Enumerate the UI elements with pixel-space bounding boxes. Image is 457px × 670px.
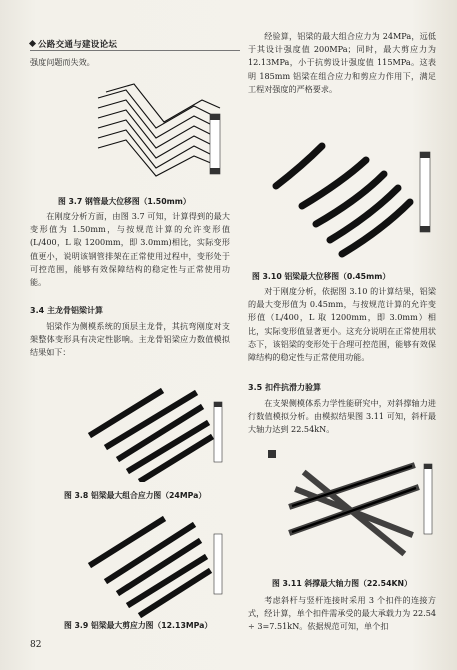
figure-3-8 (86, 372, 226, 482)
figure-3-7 (86, 78, 226, 190)
page-number: 82 (30, 640, 42, 650)
left-intro (30, 56, 230, 69)
r-para2-text: 对于刚度分析，依据图 3.10 的计算结果，铝梁的最大变形值为 0.45mm，与按规范计算的允许变形值（L/400，L 取 1200mm，即 3.0mm）相比，实际变形值显著更小。这充分说明在正常使用状态下，该铝梁的变形处于合理可控范围，能够有效保障结构的稳定性与正常使用功能。 (248, 286, 436, 363)
right-para1 (248, 30, 436, 96)
figure-3-10 (262, 122, 437, 262)
fig37-caption: 图 3.7 钢管最大位移图（1.50mm） (58, 197, 191, 206)
figure-3-9 (86, 506, 226, 618)
section-3-4: 3.4 主龙骨铝梁计算 (30, 306, 103, 315)
r-para1-text: 经验算，铝梁的最大组合应力为 24MPa，远低于其设计强度值 200MPa；同时，最大剪应力为 12.13MPa，小于抗剪设计强度值 115MPa。这表明 185mm 铝梁在组合应力和剪应力作用下，满足工程对强度的严格要求。 (248, 31, 436, 94)
fig311-caption: 图 3.11 斜撑最大轴力图（22.54KN） (272, 579, 412, 588)
fig310-caption: 图 3.10 铝梁最大位移图（0.45mm） (252, 272, 391, 281)
header-rule (30, 50, 240, 51)
fig38-caption: 图 3.8 铝梁最大组合应力图（24MPa） (64, 491, 207, 500)
right-para3 (248, 397, 436, 437)
intro-text: 强度问题而失效。 (30, 57, 95, 67)
section-3-5: 3.5 扣件抗滑力验算 (248, 383, 321, 392)
figure-3-11 (262, 444, 437, 569)
para1-text: 在刚度分析方面，由图 3.7 可知，计算得到的最大变形值为 1.50mm，与按规范计算的允许变形值(L/400，L 取 1200mm，即 3.0mm)相比，实际变形值更小，说明该钢管排架在正常使用过程中，变形处于可控范围，能够有效保障结构的稳定性与正常使用功能。 (30, 211, 230, 288)
left-para1 (30, 210, 230, 289)
right-para4 (248, 594, 436, 634)
r-para4-text: 考虑斜杆与竖杆连接时采用 3 个扣件的连接方式，经计算，单个扣件需承受的最大承载力为 22.54 ÷ 3=7.51kN。依据规范可知，单个扣 (248, 595, 436, 632)
running-header (30, 38, 117, 50)
para2-text: 铝梁作为侧模系统的顶层主龙骨，其抗弯刚度对支架整体变形具有决定性影响。主龙骨铝梁应力数值模拟结果如下： (30, 321, 230, 358)
r-para3-text: 在支架侧模体系力学性能研究中，对斜撑轴力进行数值模拟分析。由模拟结果图 3.11 可知，斜杆最大轴力达到 22.54kN。 (248, 398, 436, 435)
header-text: 公路交通与建设论坛 (38, 40, 118, 50)
left-para2 (30, 320, 230, 360)
fig39-caption: 图 3.9 铝梁最大剪应力图（12.13MPa） (64, 621, 213, 630)
diamond-icon (29, 40, 36, 47)
right-para2 (248, 285, 436, 364)
